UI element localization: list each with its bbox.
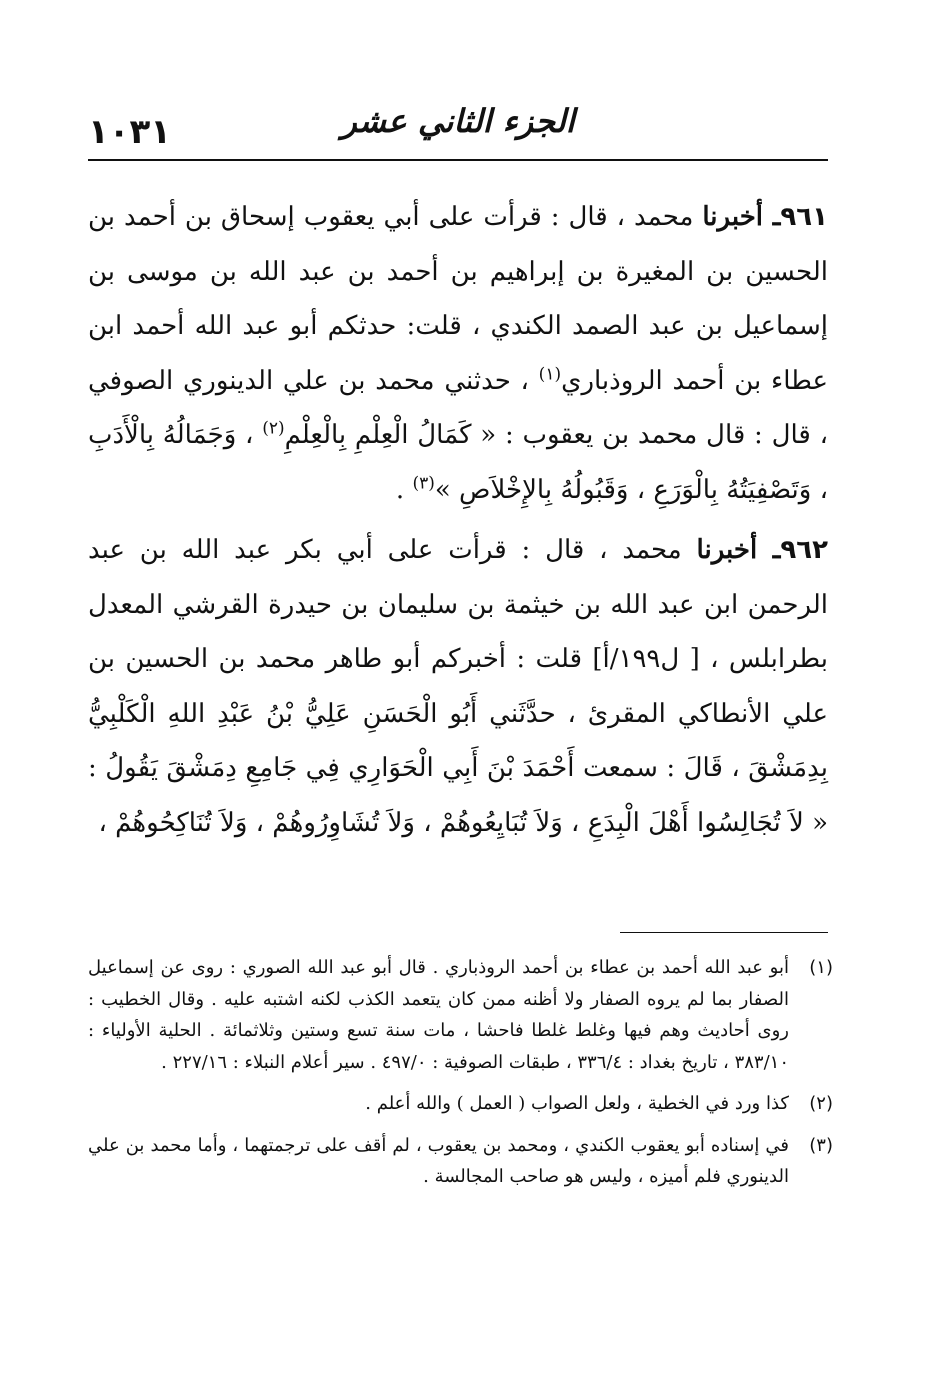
footnote-marker: (٢) [809,1093,833,1114]
hadith-entry-961 [88,190,828,517]
entry-text: محمد ، قال : قرأت على أبي يعقوب إسحاق بن أحمد بن الحسين بن المغيرة بن إبراهيم بن أحمد بن عبد الله بن موسى بن إسماعيل بن عبد الصمد الكندي ، قلت: حدثكم أبو عبد الله أحمد ابن عطاء بن أحمد الروذباري [88,202,828,396]
footnotes [88,952,833,1203]
entry-text: محمد ، قال : قرأت على أبي بكر عبد الله بن عبد الرحمن ابن عبد الله بن خيثمة بن سليمان بن حيدرة القرشي المعدل بطرابلس ، [ ل١٩٩/أ] قلت : أخبركم أبو طاهر محمد بن الحسين بن علي الأنطاكي المقرئ ، حدَّثَني أَبُو الْحَسَنِ عَلِيُّ بْنُ عَبْدِ اللهِ الْكَلْبِيُّ بِدِمَشْقَ ، قَالَ : سمعت أَحْمَدَ بْنَ أَبِي الْحَوَارِي فِي جَامِعِ دِمَشْقَ يَقُولُ : « لاَ تُجَالِسُوا أَهْلَ الْبِدَعِ ، وَلاَ تُبَايِعُوهُمْ ، وَلاَ تُشَاوِرُوهُمْ ، وَلاَ تُنَاكِحُوهُمْ ، [88,535,828,838]
entry-text: ، حدثني محمد بن علي الدينوري الصوفي ، قال : قال محمد بن يعقوب : « كَمَالُ الْعِلْمِ بِالْعِلْمِ [88,365,828,450]
footnote-item [88,952,833,1078]
footnote-text: أبو عبد الله أحمد بن عطاء بن أحمد الروذباري . قال أبو عبد الله الصوري : روى عن إسماعيل الصفار بما لم يروه الصفار ولا أظنه ممن كان يتعمد الكذب لكنه اشتبه عليه . وقال الخطيب : روى أحاديث وهم فيها وغلط غلطا فاحشا ، مات سنة تسع وستين وثلاثمائة . الحلية الأولياء : ٣٨٣/١٠ ، تاريخ بغداد : ٣٣٦/٤ ، طبقات الصوفية : ٤٩٧/٠ . سير أعلام النبلاء : ٢٢٧/١٦ . [88,957,789,1073]
footnote-ref[interactable]: (٣) [412,472,435,493]
header-divider [88,159,828,161]
entry-number: ٩٦١ [780,202,828,232]
footnote-item [88,1088,833,1120]
footnote-marker: (٣) [809,1134,833,1156]
footnote-marker: (١) [809,957,833,978]
footnote-ref[interactable]: (١) [538,363,562,384]
footnote-item [88,1130,833,1193]
main-text [88,190,828,856]
footnote-divider [620,932,828,933]
footnote-text: كذا ورد في الخطية ، ولعل الصواب ( العمل ) والله أعلم . [365,1093,789,1114]
page-header [88,100,828,162]
entry-lead: ـ أخبرنا [702,202,781,232]
entry-number: ٩٦٢ [780,535,828,565]
page-number: ١٠٣١ [88,112,172,152]
entry-text: ، وَجَمَالُهُ بِالْأَدَبِ ، وَتَصْفِيَتُهُ بِالْوَرَعِ ، وَقَبُولُهُ بِالإِخْلاَصِ » [88,420,828,505]
footnote-text: في إسناده أبو يعقوب الكندي ، ومحمد بن يعقوب ، لم أقف على ترجمتهما ، وأما محمد بن علي الدينوري فلم أميزه ، وليس هو صاحب المجالسة . [88,1134,789,1187]
hadith-entry-962 [88,523,828,850]
running-title: الجزء الثاني عشر [341,102,575,140]
footnote-ref[interactable]: (٢) [262,418,285,439]
entry-text: . [395,474,413,505]
entry-lead: ـ أخبرنا [696,535,781,565]
